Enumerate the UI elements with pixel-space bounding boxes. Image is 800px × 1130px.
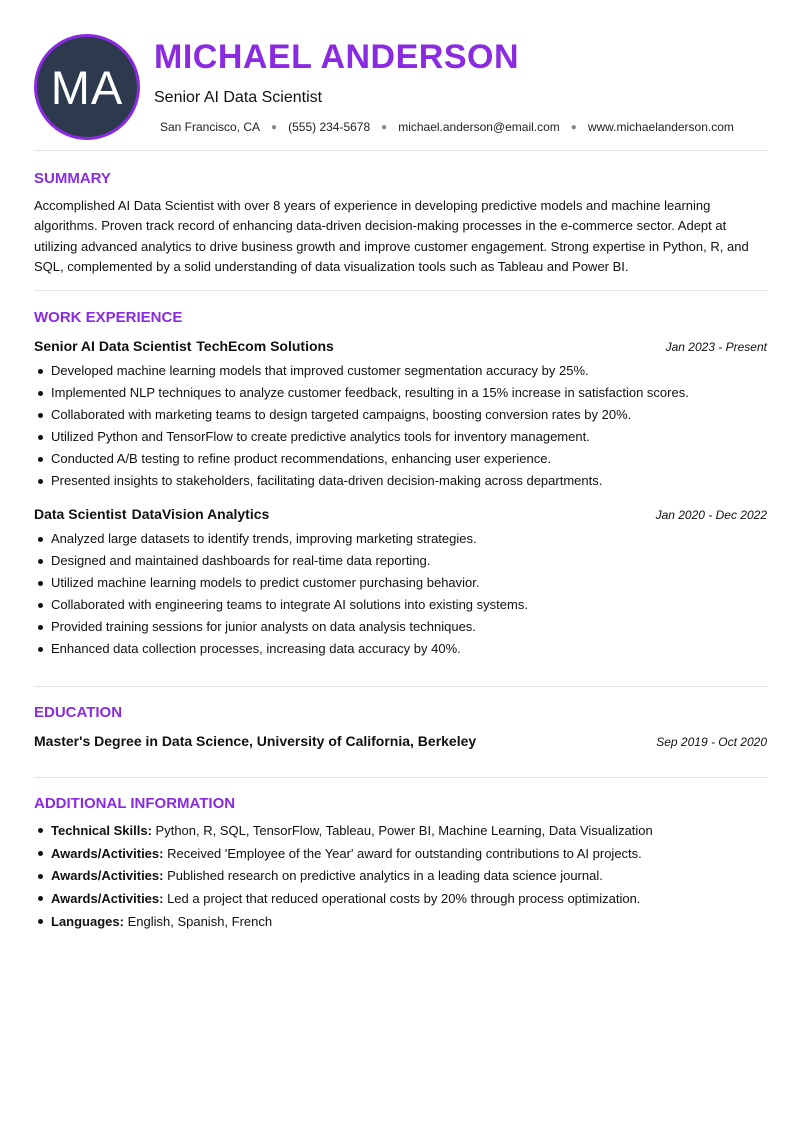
info-value: Received 'Employee of the Year' award for outstanding contributions to AI projects.: [163, 846, 642, 861]
divider: [34, 777, 767, 778]
list-item: Conducted A/B testing to refine product recommendations, enhancing user experience.: [51, 448, 767, 470]
info-label: Awards/Activities:: [51, 846, 164, 861]
candidate-name: MICHAEL ANDERSON: [154, 38, 520, 76]
list-item: Analyzed large datasets to identify trends, improving marketing strategies.: [51, 528, 767, 550]
list-item: Enhanced data collection processes, increasing data accuracy by 40%.: [51, 638, 767, 660]
list-item: Utilized Python and TensorFlow to create predictive analytics tools for inventory management.: [51, 426, 767, 448]
list-item: Provided training sessions for junior analysts on data analysis techniques.: [51, 616, 767, 638]
list-item: Designed and maintained dashboards for real-time data reporting.: [51, 550, 767, 572]
info-label: Awards/Activities:: [51, 891, 164, 906]
education-heading: EDUCATION: [34, 704, 123, 721]
candidate-role: Senior AI Data Scientist: [154, 89, 323, 106]
dot-separator-icon: ●: [381, 121, 388, 133]
list-item: [51, 865, 767, 887]
job-bullets: [34, 528, 767, 660]
list-item: Collaborated with engineering teams to integrate AI solutions into existing systems.: [51, 594, 767, 616]
education-dates: Sep 2019 - Oct 2020: [656, 735, 767, 749]
list-item: [51, 910, 767, 933]
contact-email[interactable]: michael.anderson@email.com: [398, 120, 560, 134]
job-header: [34, 338, 767, 354]
education-degree: Master's Degree in Data Science, University of California, Berkeley: [34, 733, 477, 749]
job-title-line: [34, 506, 269, 522]
list-item: Developed machine learning models that improved customer segmentation accuracy by 25%.: [51, 360, 767, 382]
contact-phone: (555) 234-5678: [288, 120, 371, 134]
summary-text: Accomplished AI Data Scientist with over 8 years of experience in developing predictive models and machine learning algorithms. Proven track record of enhancing data-driven decision-making processes in the e-commerce sector. Adept at utilizing advanced analytics to drive business growth and improve customer engagement. Strong expertise in Python, R, and SQL, complemented by a solid understanding of data visualization tools such as Tableau and Power BI.: [34, 198, 749, 274]
job-header: [34, 506, 767, 522]
job-title: Data Scientist: [34, 506, 127, 522]
job-company: TechEcom Solutions: [196, 338, 334, 354]
list-item: [51, 842, 767, 865]
divider: [34, 150, 767, 151]
list-item: [51, 819, 767, 842]
info-value: English, Spanish, French: [123, 914, 273, 929]
additional-heading: ADDITIONAL INFORMATION: [34, 795, 236, 812]
contact-line: [160, 120, 734, 134]
dot-separator-icon: ●: [271, 121, 278, 133]
info-label: Awards/Activities:: [51, 868, 164, 883]
avatar: [34, 34, 140, 140]
info-label: Technical Skills:: [51, 823, 152, 838]
additional-list: [34, 819, 767, 933]
dot-separator-icon: ●: [570, 121, 577, 133]
job-dates: Jan 2023 - Present: [665, 340, 767, 354]
experience-heading: WORK EXPERIENCE: [34, 309, 183, 326]
contact-location: San Francisco, CA: [160, 120, 261, 134]
list-item: Collaborated with marketing teams to design targeted campaigns, boosting conversion rates by 20%.: [51, 404, 767, 426]
list-item: Implemented NLP techniques to analyze customer feedback, resulting in a 15% increase in satisfaction scores.: [51, 382, 767, 404]
info-value: Published research on predictive analytics in a leading data science journal.: [163, 868, 603, 883]
info-value: Python, R, SQL, TensorFlow, Tableau, Power BI, Machine Learning, Data Visualization: [151, 823, 653, 838]
list-item: Utilized machine learning models to predict customer purchasing behavior.: [51, 572, 767, 594]
divider: [34, 686, 767, 687]
education-entry: [34, 733, 767, 749]
summary-heading: SUMMARY: [34, 170, 111, 187]
list-item: [51, 887, 767, 910]
avatar-initials: MA: [50, 60, 124, 114]
job-dates: Jan 2020 - Dec 2022: [655, 508, 767, 522]
list-item: Presented insights to stakeholders, facilitating data-driven decision-making across departments.: [51, 470, 767, 492]
job-bullets: [34, 360, 767, 492]
info-label: Languages:: [51, 914, 124, 929]
job-title-line: [34, 338, 334, 354]
job-company: DataVision Analytics: [131, 506, 270, 522]
contact-website[interactable]: www.michaelanderson.com: [587, 120, 734, 134]
job-title: Senior AI Data Scientist: [34, 338, 192, 354]
info-value: Led a project that reduced operational costs by 20% through process optimization.: [163, 891, 641, 906]
divider: [34, 290, 767, 291]
